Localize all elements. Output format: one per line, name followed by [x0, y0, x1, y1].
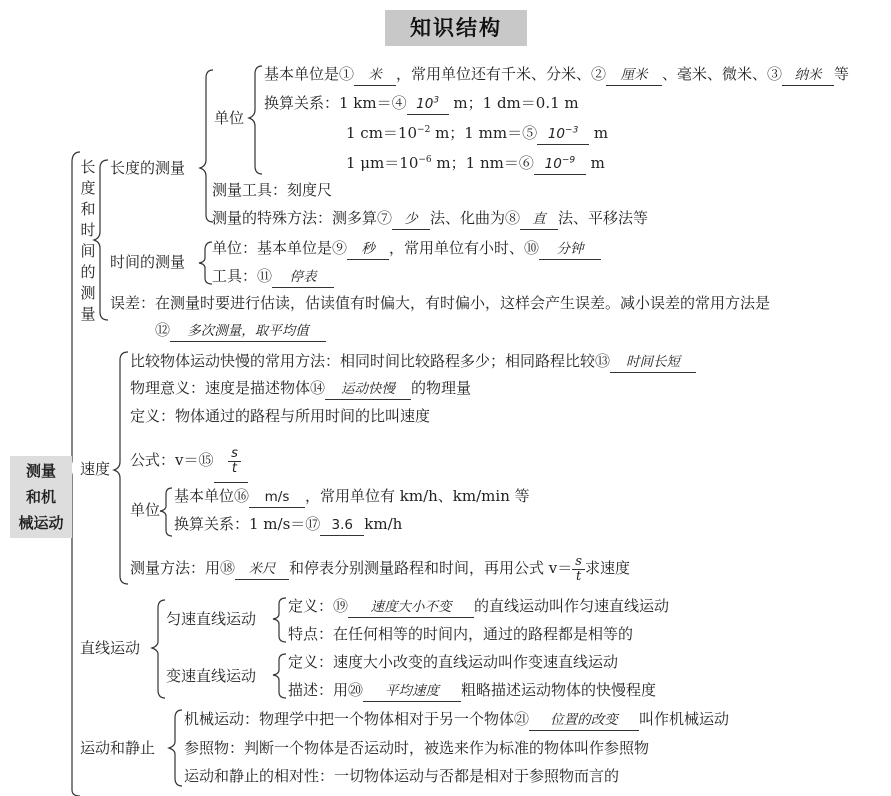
answer-5: $10^{-3}$ — [537, 124, 589, 145]
length-tool: 测量工具：刻度尺 — [212, 181, 333, 199]
time-label: 时间的测量 — [110, 253, 186, 271]
meaning-row: 物理意义：速度是描述物体⑭ 运动快慢 的物理量 — [130, 378, 471, 400]
reference-object: 参照物：判断一个物体是否运动时，被选来作为标准的物体叫作参照物 — [184, 739, 650, 757]
variable-label: 变速直线运动 — [166, 667, 257, 685]
answer-2: 厘米 — [606, 65, 662, 86]
speed-label: 速度 — [80, 460, 111, 478]
basic-unit-row: 基本单位是① 米 ，常用单位还有千米、分米、② 厘米 、毫米、微米、③ 纳米 等 — [264, 64, 849, 86]
root-label — [10, 456, 72, 538]
motion-label: 运动和静止 — [80, 739, 156, 757]
answer-13: 时间长短 — [610, 352, 696, 373]
speed-brace — [114, 352, 128, 584]
answer-12: 多次测量，取平均值 — [170, 321, 326, 342]
length-time-label: 长 度 和 时 间 的 测 量 — [80, 158, 96, 323]
speed-conversion-row: 换算关系：1 m/s＝⑰ 3.6 km/h — [174, 514, 402, 536]
answer-21: 位置的改变 — [529, 710, 639, 731]
variable-desc-row: 描述：用⑳ 平均速度 粗略描述运动物体的快慢程度 — [288, 680, 656, 702]
conversion-row-2: 1 $cm=10^{-2}$ m；1 mm＝⑤ $10^{-3}$ m — [346, 123, 608, 145]
speed-unit-label: 单位 — [130, 501, 161, 519]
special-method-row: 测量的特殊方法：测多算⑦ 少 法、化曲为⑧ 直 法、平移法等 — [212, 208, 648, 230]
mechanical-motion-row: 机械运动：物理学中把一个物体相对于另一个物体㉑ 位置的改变 叫作机械运动 — [184, 709, 729, 731]
conversion-row-3: 1 $\mu m=10^{-6}$ m；1 nm＝⑥ $10^{-9}$ m — [346, 153, 605, 175]
linear-brace — [152, 600, 165, 698]
answer-18: 米尺 — [235, 559, 289, 580]
formula-row: 公式：v＝⑮ $\frac{s}{t}$ — [130, 440, 255, 481]
root-line-2: 和机 — [25, 488, 56, 506]
speed-unit-brace — [160, 488, 172, 536]
answer-10: 分钟 — [539, 239, 601, 260]
speed-basic-unit-row: 基本单位⑯ m/s ，常用单位有 km/h、km/min 等 — [174, 486, 530, 508]
answer-15-underline — [214, 482, 248, 483]
uniform-def-row: 定义：⑲ 速度大小不变 的直线运动叫作匀速直线运动 — [288, 596, 669, 618]
speed-definition: 定义：物体通过的路程与所用时间的比叫速度 — [130, 407, 431, 425]
answer-6: $10^{-9}$ — [534, 154, 586, 175]
length-unit-label: 单位 — [214, 109, 245, 127]
answer-8: 直 — [520, 209, 558, 230]
answer-11: 停表 — [272, 267, 334, 288]
answer-9: 秒 — [347, 239, 389, 260]
time-tool-row: 工具：⑪ 停表 — [212, 266, 334, 288]
root-line-3: 械运动 — [18, 514, 64, 532]
conversion-row-1: 换算关系：1 km＝④ $10^3$ m；1 dm＝0.1 m — [264, 93, 579, 115]
root-line-1: 测量 — [25, 462, 56, 480]
answer-16: m/s — [249, 487, 305, 508]
uniform-label: 匀速直线运动 — [166, 610, 257, 628]
compare-row: 比较物体运动快慢的常用方法：相同时间比较路程多少；相同路程比较⑬ 时间长短 — [130, 351, 696, 373]
uniform-brace — [273, 598, 286, 642]
variable-def: 定义：速度大小改变的直线运动叫作变速直线运动 — [288, 653, 619, 671]
motion-brace — [169, 710, 182, 786]
relativity: 运动和静止的相对性：一切物体运动与否都是相对于参照物而言的 — [184, 767, 620, 785]
linear-label: 直线运动 — [80, 639, 141, 657]
length-unit-brace — [249, 66, 262, 174]
answer-1: 米 — [354, 65, 396, 86]
answer-19: 速度大小不变 — [348, 597, 474, 618]
error-text: 误差：在测量时要进行估读，估读值有时偏大，有时偏小，这样会产生误差。减小误差的常用方法是 — [110, 294, 771, 312]
length-label: 长度的测量 — [110, 159, 186, 177]
answer-15: $\frac{s}{t}$ — [213, 441, 255, 481]
answer-14: 运动快慢 — [325, 379, 411, 400]
variable-brace — [273, 654, 286, 698]
time-unit-row: 单位：基本单位是⑨ 秒 ，常用单位有小时、⑩ 分钟 — [212, 238, 601, 260]
answer-4: $10^3$ — [407, 94, 449, 115]
answer-3: 纳米 — [782, 65, 834, 86]
page-title: 知识结构 — [385, 10, 527, 46]
measure-method-row: 测量方法：用⑱ 米尺 和停表分别测量路程和时间，再用公式 v＝ $\frac{s}{t}$ 求速度 — [130, 553, 630, 584]
answer-20: 平均速度 — [363, 681, 461, 702]
error-answer-row: ⑫ 多次测量，取平均值 — [155, 320, 326, 342]
answer-7: 少 — [392, 209, 430, 230]
time-brace — [199, 242, 212, 284]
uniform-feature: 特点：在任何相等的时间内，通过的路程都是相等的 — [288, 625, 634, 643]
answer-17: 3.6 — [320, 515, 364, 536]
